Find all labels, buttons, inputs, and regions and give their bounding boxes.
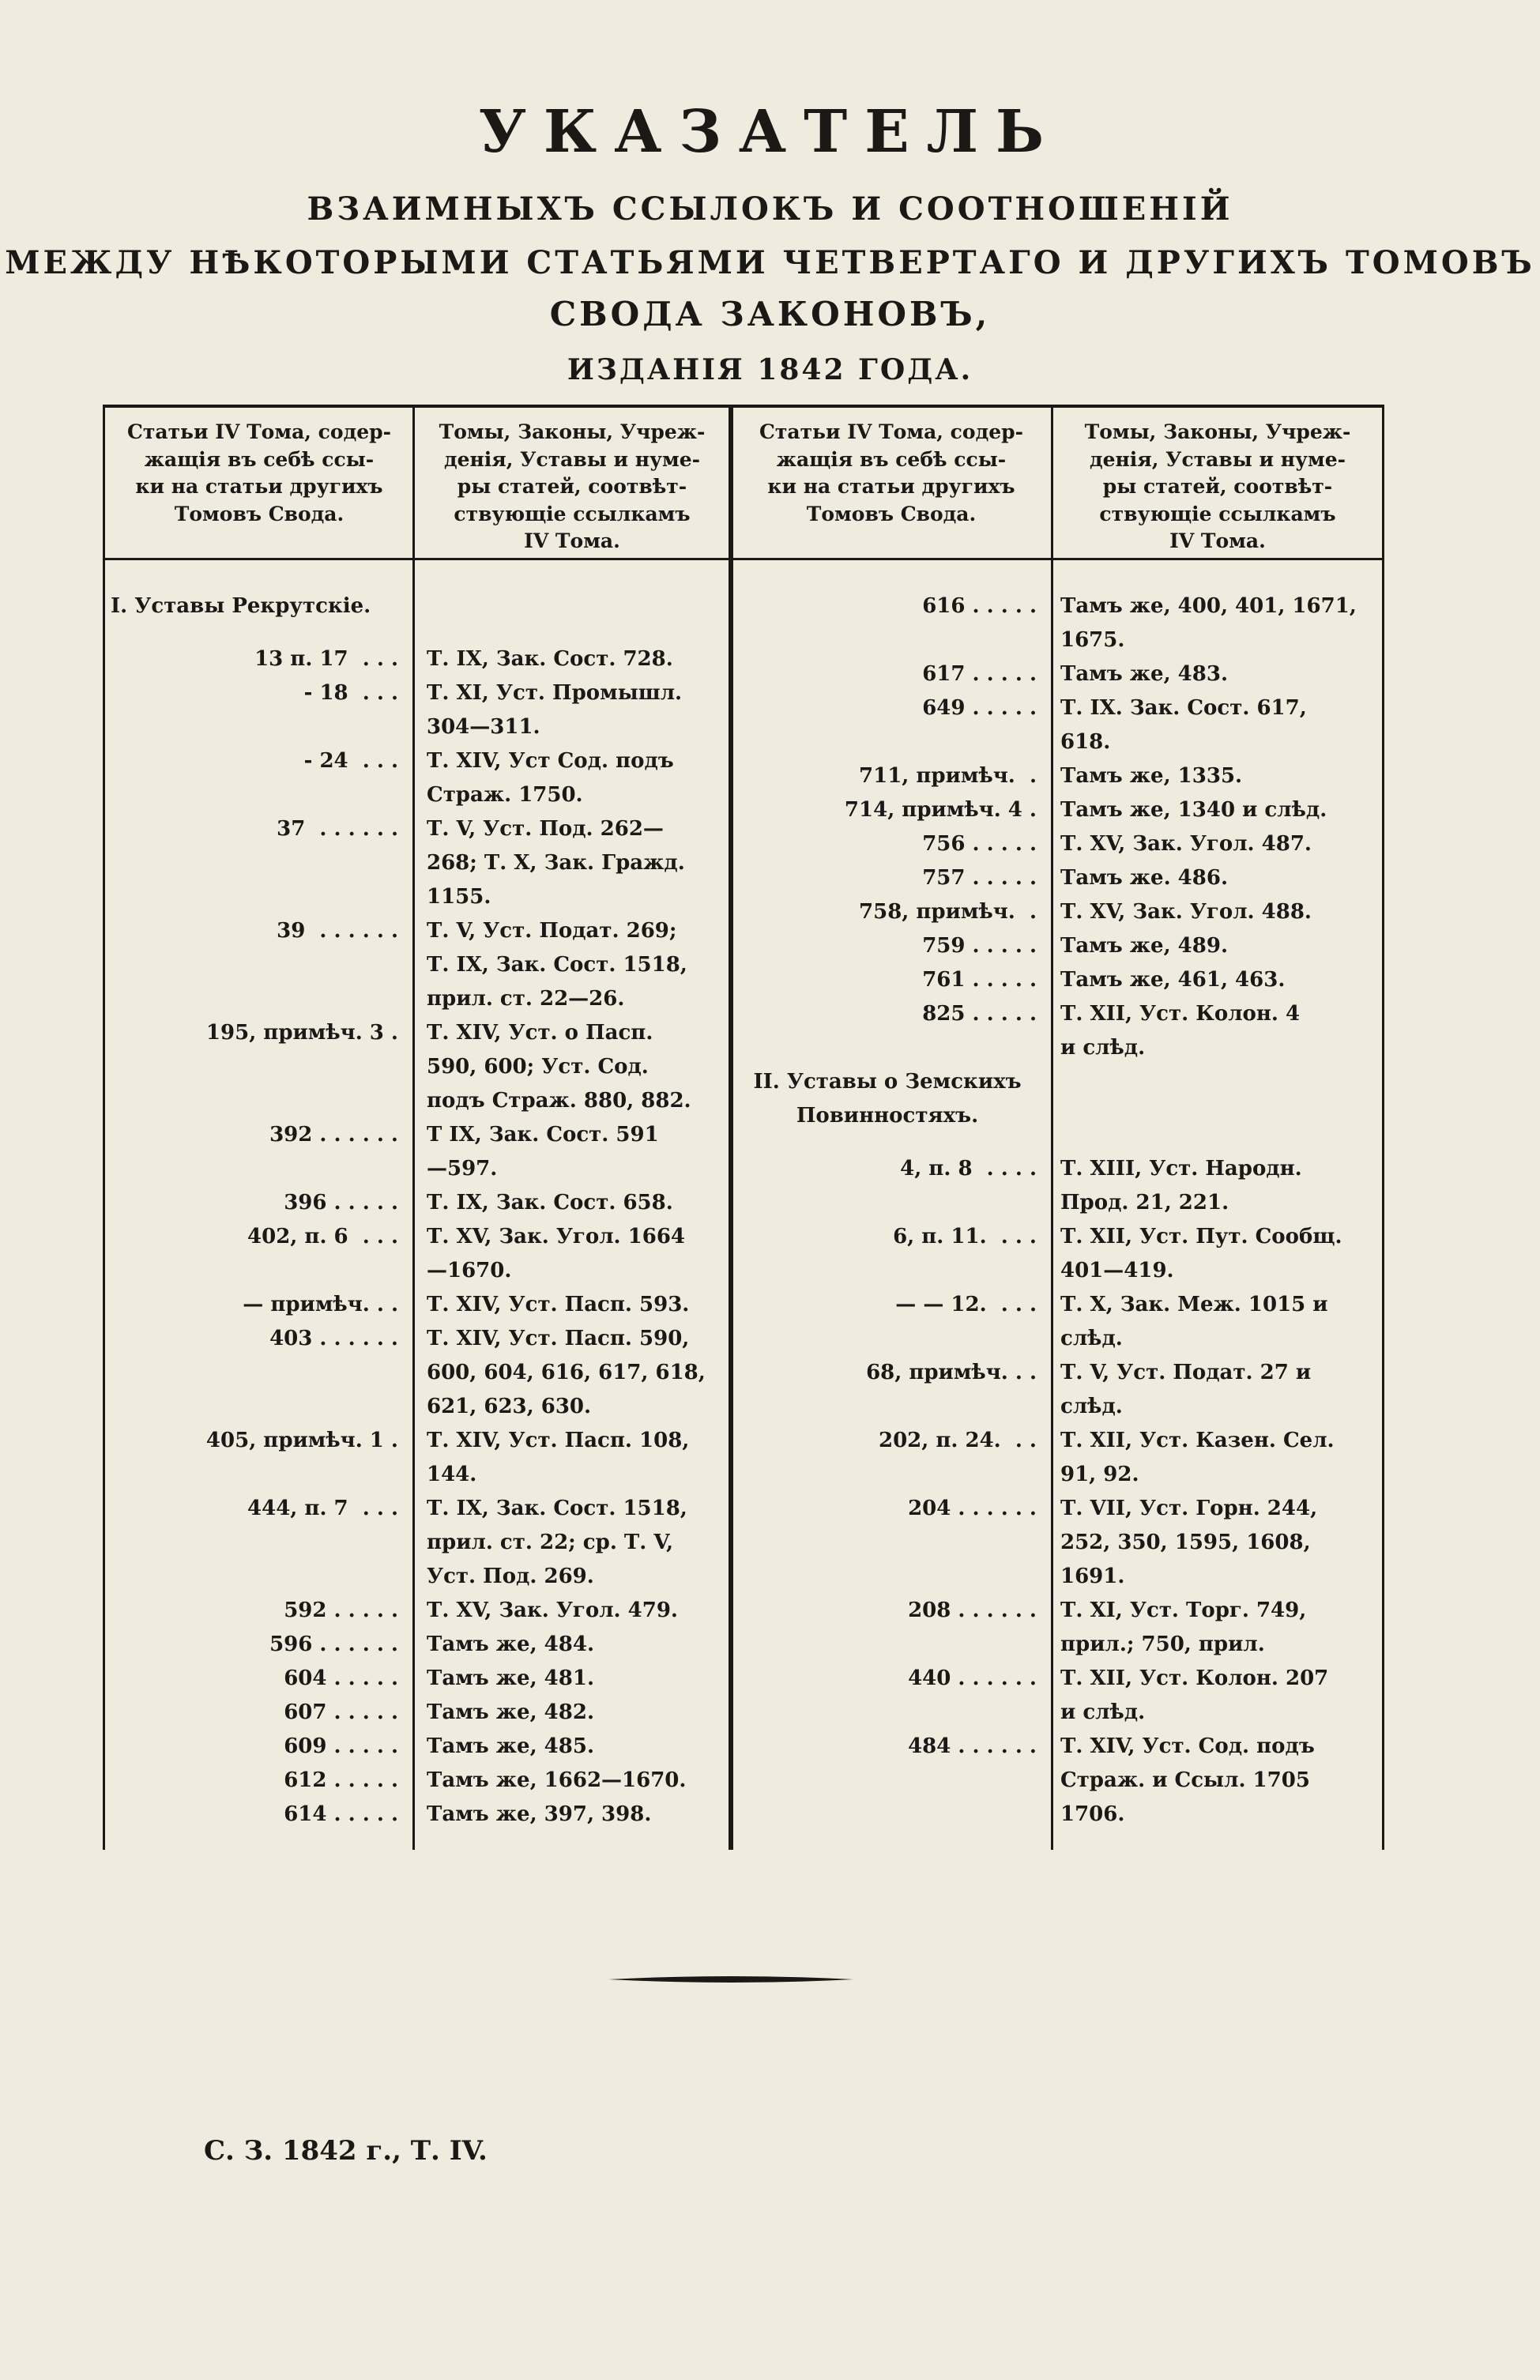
reference-entry: Тамъ же, 483.	[1060, 662, 1228, 686]
reference-entry: Т. V, Уст. Под. 262— 268; Т. X, Зак. Гражд. 1155.	[427, 817, 685, 909]
article-number: 757 . . . . .	[922, 866, 1037, 890]
header-rule	[1051, 558, 1384, 560]
reference-entry: Тамъ же, 489.	[1060, 934, 1228, 958]
article-number: 484 . . . . . .	[908, 1734, 1037, 1758]
header-refs-right: Томы, Законы, Учреж- денія, Уставы и нуме- ры статей, соотвѣт- ствующіе ссылкамъ IV Тома.	[1084, 420, 1351, 552]
article-number: 402, п. 6 . . .	[247, 1225, 398, 1248]
header-rule	[733, 558, 1054, 560]
reference-entry: Тамъ же, 1335.	[1060, 764, 1243, 788]
reference-entry: Тамъ же, 397, 398.	[427, 1802, 652, 1826]
article-number: 756 . . . . .	[922, 832, 1037, 856]
reference-entry: Т. IX, Зак. Сост. 658.	[427, 1191, 673, 1214]
edition-line: ИЗДАНІЯ 1842 ГОДА.	[567, 352, 973, 386]
reference-table	[103, 405, 1384, 1850]
article-number: 39 . . . . . .	[277, 919, 398, 943]
reference-entry: Т. XV, Зак. Угол. 1664 —1670.	[427, 1225, 686, 1282]
reference-entry: Т. XII, Уст. Колон. 207 и слѣд.	[1060, 1666, 1329, 1724]
subtitle-line-1: ВЗАИМНЫХЪ ССЫЛОКЪ И СООТНОШЕНІЙ	[307, 190, 1233, 228]
reference-entry: Т. XIV, Уст. Пасп. 108, 144.	[427, 1429, 690, 1486]
article-number: 612 . . . . .	[284, 1768, 398, 1792]
table-rule	[1382, 408, 1384, 1850]
header-rule	[103, 558, 416, 560]
section-heading: II. Уставы о Земскихъ Повинностяхъ.	[753, 1070, 1022, 1128]
article-number: 444, п. 7 . . .	[247, 1497, 398, 1520]
reference-entry: Тамъ же, 485.	[427, 1734, 594, 1758]
reference-entry: Тамъ же, 400, 401, 1671, 1675.	[1060, 594, 1357, 652]
article-number: 37 . . . . . .	[277, 817, 398, 841]
article-number: 617 . . . . .	[922, 662, 1037, 686]
article-number: 440 . . . . . .	[908, 1666, 1037, 1690]
article-number: — примѣч. . .	[243, 1293, 398, 1316]
table-rule	[412, 408, 415, 1850]
ornament-rule	[608, 1973, 853, 1986]
reference-entry: Т. XV, Зак. Угол. 488.	[1060, 900, 1312, 924]
reference-entry: Т IX, Зак. Сост. 591 —597.	[427, 1123, 659, 1181]
reference-entry: Тамъ же, 461, 463.	[1060, 968, 1286, 992]
header-rule	[412, 558, 733, 560]
article-number: 609 . . . . .	[284, 1734, 398, 1758]
article-number: 825 . . . . .	[922, 1002, 1037, 1026]
article-number: 208 . . . . . .	[908, 1599, 1037, 1622]
article-number: 607 . . . . .	[284, 1700, 398, 1724]
reference-entry: Т. XI, Уст. Торг. 749, прил.; 750, прил.	[1060, 1599, 1307, 1656]
article-number: 13 п. 17 . . .	[254, 647, 398, 671]
reference-entry: Тамъ же, 1662—1670.	[427, 1768, 687, 1792]
section-heading: I. Уставы Рекрутскіе.	[111, 594, 371, 618]
article-number: 195, примѣч. 3 .	[205, 1021, 398, 1045]
article-number: 714, примѣч. 4 .	[844, 798, 1037, 822]
article-number: 614 . . . . .	[284, 1802, 398, 1826]
reference-entry: Т. XV, Зак. Угол. 487.	[1060, 832, 1312, 856]
reference-entry: Т. XII, Уст. Казен. Сел. 91, 92.	[1060, 1429, 1335, 1486]
article-number: 758, примѣч. .	[859, 900, 1037, 924]
article-number: 711, примѣч. .	[859, 764, 1037, 788]
table-rule	[103, 408, 105, 1850]
reference-entry: Тамъ же, 481.	[427, 1666, 594, 1690]
subtitle-line-2: МЕЖДУ НѢКОТОРЫМИ СТАТЬЯМИ ЧЕТВЕРТАГО И ДРУГИХЪ ТОМОВЪ	[5, 244, 1535, 281]
reference-entry: Тамъ же. 486.	[1060, 866, 1228, 890]
article-number: 616 . . . . .	[922, 594, 1037, 618]
header-articles-right: Статьи IV Тома, содер- жащія въ себѣ ссы- ки на статьи другихъ Томовъ Свода.	[759, 420, 1023, 525]
reference-entry: Т. XIV, Уст. Пасп. 593.	[427, 1293, 690, 1316]
table-rule	[1051, 408, 1053, 1850]
article-number: 204 . . . . . .	[908, 1497, 1037, 1520]
reference-entry: Т. XIV, Уст Сод. подъ Страж. 1750.	[427, 749, 674, 807]
reference-entry: Т. V, Уст. Подат. 269; Т. IX, Зак. Сост. 1518, прил. ст. 22—26.	[427, 919, 687, 1011]
reference-entry: Т. VII, Уст. Горн. 244, 252, 350, 1595, 1608, 1691.	[1060, 1497, 1318, 1588]
article-number: 604 . . . . .	[284, 1666, 398, 1690]
reference-entry: Т. XIV, Уст. Пасп. 590, 600, 604, 616, 617, 618, 621, 623, 630.	[427, 1327, 706, 1418]
header-articles-left: Статьи IV Тома, содер- жащія въ себѣ ссы- ки на статьи другихъ Томовъ Свода.	[126, 420, 391, 525]
article-number: 403 . . . . . .	[269, 1327, 398, 1350]
reference-entry: Т. XII, Уст. Колон. 4 и слѣд.	[1060, 1002, 1301, 1060]
main-title: УКАЗАТЕЛЬ	[478, 98, 1062, 166]
article-number: 4, п. 8 . . . .	[900, 1157, 1037, 1181]
reference-entry: Т. XV, Зак. Угол. 479.	[427, 1599, 678, 1622]
article-number: 592 . . . . .	[284, 1599, 398, 1622]
article-number: 405, примѣч. 1 .	[205, 1429, 398, 1452]
article-number: 761 . . . . .	[922, 968, 1037, 992]
reference-entry: Т. V, Уст. Подат. 27 и слѣд.	[1060, 1361, 1312, 1418]
reference-entry: Т. X, Зак. Меж. 1015 и слѣд.	[1060, 1293, 1328, 1350]
article-number: - 24 . . .	[303, 749, 398, 773]
reference-entry: Тамъ же, 1340 и слѣд.	[1060, 798, 1327, 822]
article-number: 6, п. 11. . . .	[893, 1225, 1037, 1248]
subtitle-line-3: СВОДА ЗАКОНОВЪ,	[549, 295, 991, 333]
reference-entry: Т. XI, Уст. Промышл. 304—311.	[427, 681, 683, 739]
footer-signature: С. З. 1842 г., Т. IV.	[204, 2135, 488, 2167]
article-number: 759 . . . . .	[922, 934, 1037, 958]
article-number: 649 . . . . .	[922, 696, 1037, 720]
article-number: 68, примѣч. . .	[866, 1361, 1037, 1384]
reference-entry: Т. XIII, Уст. Народн. Прод. 21, 221.	[1060, 1157, 1302, 1214]
article-number: - 18 . . .	[303, 681, 398, 705]
article-number: 392 . . . . . .	[269, 1123, 398, 1147]
reference-entry: Тамъ же, 484.	[427, 1632, 594, 1656]
header-refs-left: Томы, Законы, Учреж- денія, Уставы и нуме- ры статей, соотвѣт- ствующіе ссылкамъ IV Тома.	[439, 420, 706, 552]
title-block	[0, 98, 1540, 386]
article-number: 396 . . . . .	[284, 1191, 398, 1214]
article-number: 202, п. 24. . .	[878, 1429, 1037, 1452]
table-rule	[729, 408, 733, 1850]
reference-entry: Т. IX, Зак. Сост. 1518, прил. ст. 22; ср. Т. V, Уст. Под. 269.	[427, 1497, 687, 1588]
article-number: 596 . . . . . .	[269, 1632, 398, 1656]
reference-entry: Тамъ же, 482.	[427, 1700, 594, 1724]
reference-entry: Т. XIV, Уст. Сод. подъ Страж. и Ссыл. 1705 1706.	[1060, 1734, 1315, 1826]
reference-entry: Т. IX, Зак. Сост. 728.	[427, 647, 673, 671]
reference-entry: Т. XII, Уст. Пут. Сообщ. 401—419.	[1060, 1225, 1342, 1282]
reference-entry: Т. XIV, Уст. о Пасп. 590, 600; Уст. Сод. подъ Страж. 880, 882.	[427, 1021, 691, 1113]
reference-entry: Т. IX. Зак. Сост. 617, 618.	[1060, 696, 1307, 754]
article-number: — — 12. . . .	[895, 1293, 1037, 1316]
